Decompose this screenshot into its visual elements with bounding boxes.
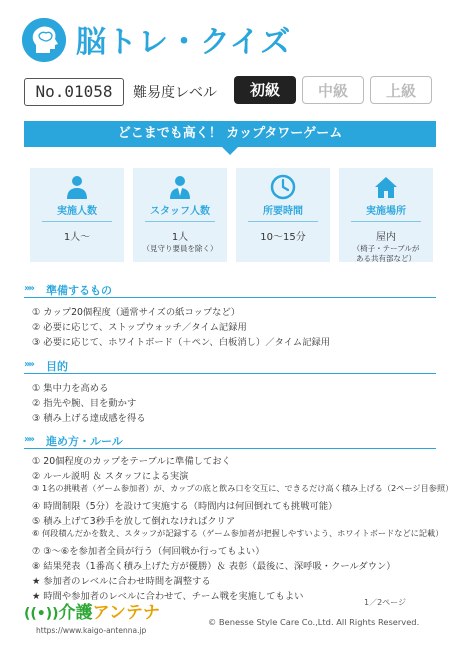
antenna-icon: ((•)) [24, 606, 59, 622]
list-item: ① カップ20個程度（通常サイズの紙コップなど） [32, 307, 241, 318]
list-item: ④ 時間制限（5分）を設けて実施する（時間内は何回倒れても挑戦可能） [32, 501, 338, 512]
section-header-rules [24, 433, 436, 447]
section-header-prep [24, 282, 436, 296]
list-item: ③ 1名の挑戦者（ゲーム参加者）が、カップの底と飲み口を交互に、できるだけ高く積み上げる（2ページ目参照） [32, 483, 454, 493]
card-divider [42, 221, 112, 222]
quiz-number: No.01058 [24, 78, 124, 106]
clock-icon [270, 174, 296, 200]
section-title: 準備するもの [46, 284, 112, 297]
list-item: ① 20個程度のカップをテーブルに準備しておく [32, 456, 231, 467]
person-icon [64, 174, 90, 200]
house-icon [373, 174, 399, 200]
card-value: 1人〜 [63, 232, 91, 243]
card-value: 屋内 [376, 232, 396, 243]
list-item: ★ 時間や参加者のレベルに合わせて、チーム戦を実施してもよい [32, 591, 304, 602]
section-title: 進め方・ルール [46, 435, 123, 448]
list-item: ⑦ ③〜⑥を参加者全員が行う（何回戦か行ってもよい） [32, 546, 265, 557]
card-note: （椅子・テーブルが ある共有部など） [352, 244, 420, 263]
card-label: 実施人数 [57, 206, 97, 217]
section-underline [24, 373, 436, 374]
list-item: ⑤ 積み上げて3秒手を放して倒れなければクリア [32, 516, 236, 527]
card-value: 1人 [171, 232, 189, 243]
level-beginner-badge: 初級 [234, 76, 296, 104]
list-item: ② ルール説明 ＆ スタッフによる実演 [32, 471, 189, 482]
card-value: 10〜15分 [260, 232, 306, 243]
logo-sub-text: アンテナ [92, 603, 160, 623]
list-item: ② 指先や腕、目を動かす [32, 398, 137, 409]
logo-main-text: 介護 [58, 603, 93, 623]
list-item: ⑧ 結果発表（1番高く積み上げた方が優勝）＆ 表彰（最後に、深呼吸・クールダウン） [32, 561, 396, 572]
card-divider [351, 221, 421, 222]
chevron-right-icon: »» [24, 359, 33, 370]
card-label: 実施場所 [366, 206, 406, 217]
card-label: スタッフ人数 [150, 206, 210, 217]
banner-pointer [222, 147, 238, 155]
list-item: ★ 参加者のレベルに合わせ時間を調整する [32, 576, 211, 587]
chevron-right-icon: »» [24, 283, 33, 294]
page-title: 脳トレ・クイズ [76, 25, 292, 60]
card-note: （見守り要員を除く） [142, 244, 218, 253]
kaigo-antenna-logo[interactable] [24, 598, 160, 623]
brain-icon [22, 18, 66, 62]
game-title-banner: どこまでも高く！ カップタワーゲーム [24, 121, 436, 147]
info-card-staff [133, 168, 227, 262]
info-card-duration [236, 168, 330, 262]
site-url[interactable]: https://www.kaigo-antenna.jp [36, 626, 147, 635]
info-card-location [339, 168, 433, 262]
card-divider [145, 221, 215, 222]
card-divider [248, 221, 318, 222]
level-intermediate-badge: 中級 [302, 76, 364, 104]
info-card-participants [30, 168, 124, 262]
list-item: ② 必要に応じて、ストップウォッチ／タイム記録用 [32, 322, 247, 333]
section-title: 目的 [46, 360, 68, 373]
difficulty-label: 難易度レベル [133, 85, 217, 101]
level-advanced-badge: 上級 [370, 76, 432, 104]
card-label: 所要時間 [263, 206, 303, 217]
staff-icon [167, 174, 193, 200]
list-item: ⑥ 何段積んだかを数え、スタッフが記録する（ゲーム参加者が把握しやすいよう、ホワイトボードなどに記載） [32, 528, 444, 538]
section-header-purpose [24, 358, 436, 372]
section-underline [24, 448, 436, 449]
section-underline [24, 297, 436, 298]
chevron-right-icon: »» [24, 434, 33, 445]
list-item: ③ 必要に応じて、ホワイトボード（＋ペン、白板消し）／タイム記録用 [32, 337, 331, 348]
list-item: ③ 積み上げる達成感を得る [32, 413, 146, 424]
list-item: ① 集中力を高める [32, 383, 109, 394]
copyright: © Benesse Style Care Co.,Ltd. All Rights Reserved. [208, 617, 420, 627]
page-indicator: 1／2ページ [364, 598, 407, 607]
